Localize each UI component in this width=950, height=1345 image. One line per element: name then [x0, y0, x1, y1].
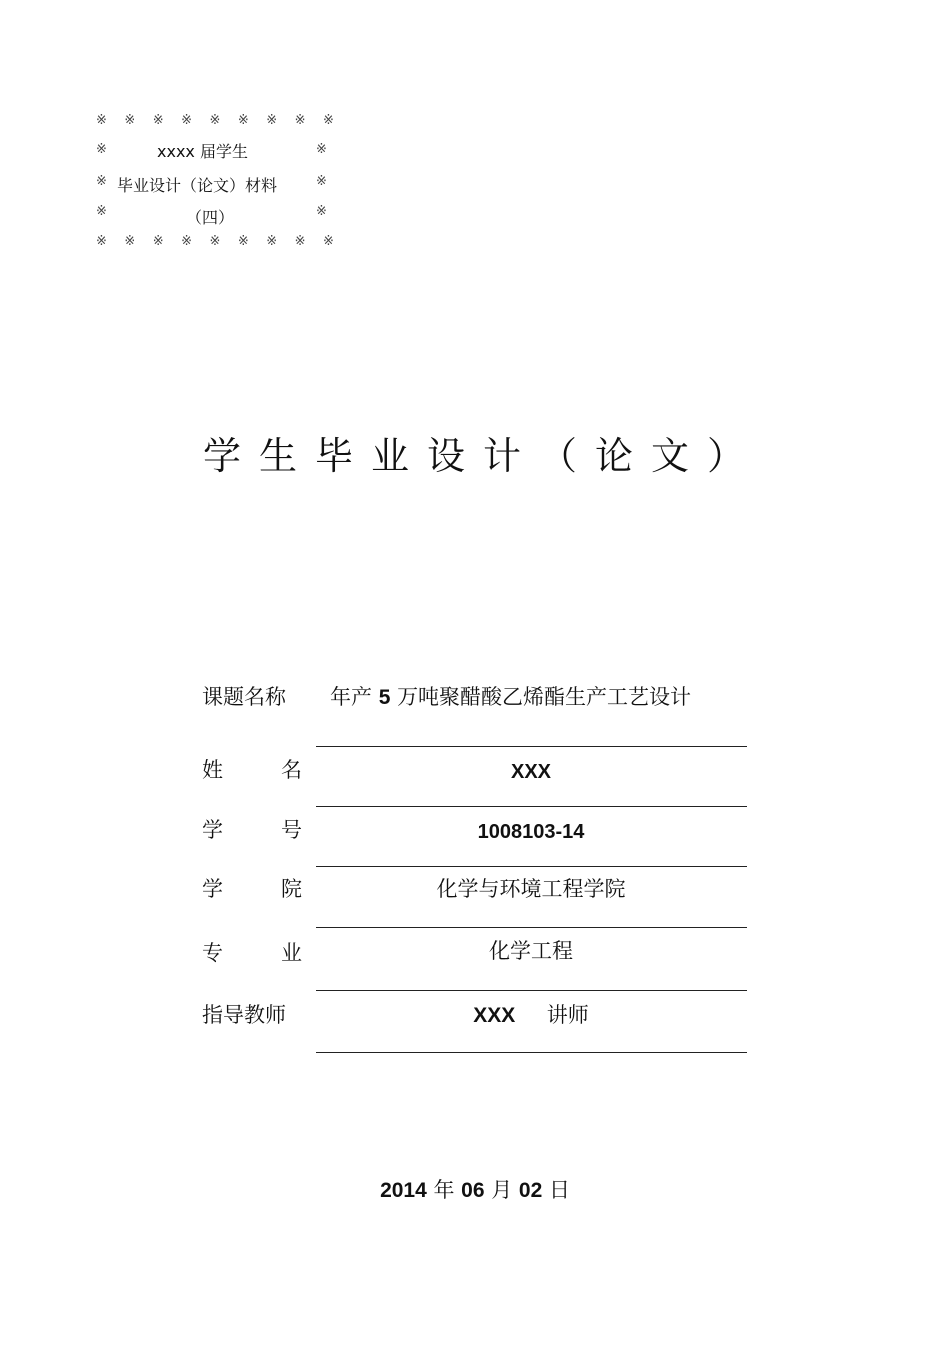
underline: [316, 806, 747, 807]
student-id-value: 1008103-14: [477, 821, 585, 843]
name-label: [202, 756, 302, 784]
star-mark: ※: [209, 234, 221, 249]
advisor-name: XXX: [473, 1004, 516, 1027]
name-label-char: 姓: [202, 758, 223, 782]
star-mark: ※: [316, 204, 327, 219]
star-border-bottom: [96, 235, 334, 249]
underline: [316, 1052, 747, 1053]
advisor-label: 指导教师: [202, 1003, 286, 1027]
material-line: 毕业设计（论文）材料: [117, 176, 278, 195]
star-mark: ※: [323, 234, 334, 249]
star-mark: ※: [96, 174, 107, 189]
star-mark: ※: [266, 113, 278, 128]
college-value: 化学与环境工程学院: [436, 877, 626, 901]
topic-suffix: 万吨聚醋酸乙烯酯生产工艺设计: [397, 685, 692, 709]
star-mark: ※: [316, 174, 327, 189]
date-day: 02: [518, 1179, 543, 1202]
name-value: XXX: [510, 761, 552, 783]
advisor-title: 讲师: [546, 1003, 589, 1027]
college-label-char: 院: [281, 877, 302, 901]
cohort-line: xxxx 届学生: [157, 142, 248, 161]
college-label-char: 学: [202, 877, 223, 901]
star-mark: ※: [96, 142, 107, 157]
date-month: 06: [461, 1179, 485, 1202]
topic-prefix: 年产: [330, 685, 372, 709]
star-mark: ※: [96, 204, 107, 219]
star-mark: ※: [209, 113, 221, 128]
college-label: [202, 875, 302, 903]
star-mark: ※: [237, 113, 249, 128]
star-border-top: [96, 114, 334, 128]
date-day-unit: 日: [548, 1178, 570, 1202]
star-mark: ※: [124, 234, 136, 249]
student-id-label-char: 号: [281, 818, 302, 842]
star-mark: ※: [323, 113, 334, 128]
topic-value: [330, 683, 691, 712]
major-label: [202, 939, 302, 967]
star-mark: ※: [294, 113, 306, 128]
underline: [316, 990, 747, 991]
submission-date: [0, 1176, 950, 1205]
name-label-char: 名: [281, 758, 302, 782]
date-year-unit: 年: [433, 1178, 455, 1202]
star-mark: ※: [237, 234, 249, 249]
underline: [316, 746, 747, 747]
star-mark: ※: [266, 234, 278, 249]
star-mark: ※: [181, 234, 193, 249]
star-mark: ※: [96, 234, 107, 249]
advisor-value: [316, 1001, 746, 1030]
star-mark: ※: [96, 113, 107, 128]
page-title: 学生毕业设计（论文）: [202, 434, 763, 478]
topic-number: 5: [378, 686, 391, 709]
star-mark: ※: [294, 234, 306, 249]
star-mark: ※: [152, 113, 164, 128]
volume-line: （四）: [186, 208, 235, 227]
topic-label: 课题名称: [202, 685, 286, 709]
star-mark: ※: [316, 142, 327, 157]
star-mark: ※: [181, 113, 193, 128]
star-mark: ※: [124, 113, 136, 128]
underline: [316, 866, 747, 867]
date-year: 2014: [380, 1179, 427, 1202]
major-label-char: 专: [202, 941, 223, 965]
student-id-label: [202, 816, 302, 844]
student-id-label-char: 学: [202, 818, 223, 842]
major-value: 化学工程: [489, 939, 573, 963]
date-month-unit: 月: [491, 1178, 513, 1202]
major-label-char: 业: [281, 941, 302, 965]
underline: [316, 927, 747, 928]
star-mark: ※: [152, 234, 164, 249]
